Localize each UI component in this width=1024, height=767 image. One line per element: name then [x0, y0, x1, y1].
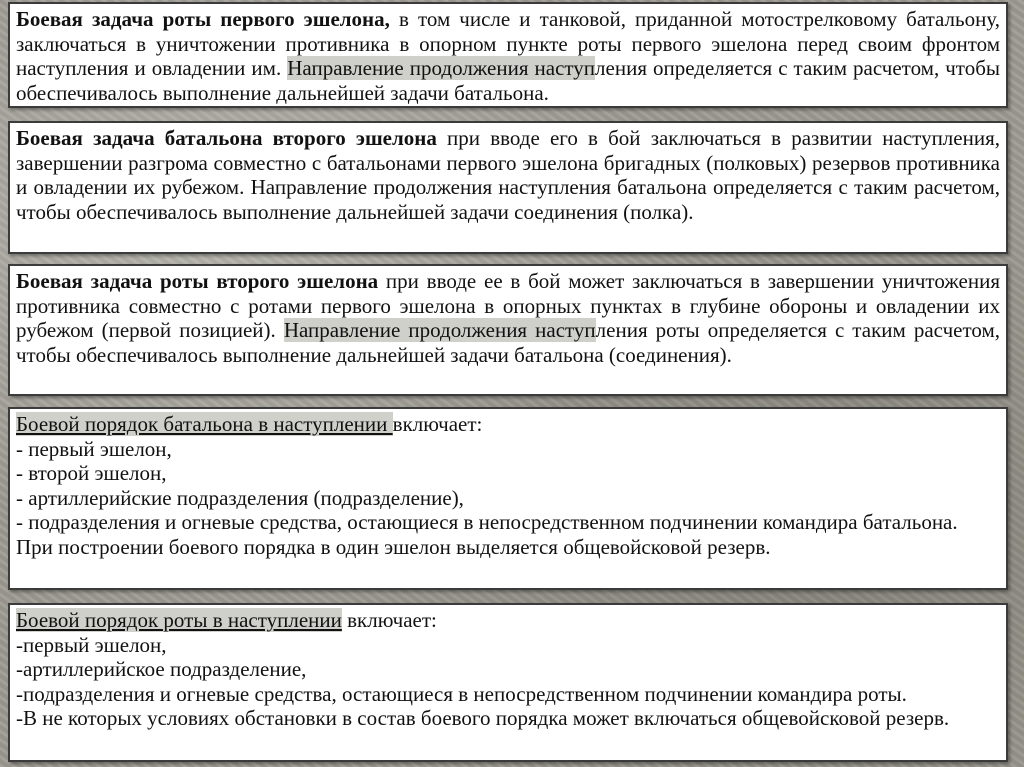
- section-battalion-battle-order: [8, 407, 1008, 590]
- list-item: -подразделения и огневые средства, остающиеся в непосредственном подчинении командира роты.: [16, 681, 907, 706]
- heading-tail: включает:: [341, 608, 437, 632]
- body-text: в том числе и танковой, приданной мотострелковому батальону, заключаться в уничтожении противника в опорном пункте роты первого эшелона перед своим фронтом наступления и овладении им.: [16, 7, 1000, 80]
- battle-order-heading: [16, 412, 1000, 437]
- body-text: ления роты определяется с таким расчетом, чтобы обеспечивалось выполнение дальнейшей задачи батальона (соединения).: [16, 318, 1000, 367]
- list-item: -артиллерийское подразделение,: [16, 657, 307, 681]
- body-text: ления определяется с таким расчетом, чтобы обеспечивалось выполнение дальнейшей задачи батальона.: [16, 56, 1000, 105]
- highlighted-text: Направление продолжения наступ: [283, 318, 596, 342]
- body-text: при вводе ее в бой может заключаться в завершении уничтожения противника совместно с ротами первого эшелона в опорных пунктах в глубине обороны и овладении их рубежом (первой позицией).: [16, 269, 1000, 342]
- paragraph-company-second-echelon: [16, 269, 1000, 367]
- list-item: - первый эшелон,: [16, 436, 172, 461]
- underlined-heading: Боевой порядок батальона в наступлении: [16, 412, 393, 436]
- section-battalion-second-echelon: [8, 121, 1008, 254]
- section-company-battle-order: [8, 603, 1008, 762]
- bold-heading: Боевая задача роты второго эшелона: [16, 269, 379, 293]
- list-item: - второй эшелон,: [16, 461, 167, 485]
- bold-heading: Боевая задача роты первого эшелона,: [16, 7, 390, 31]
- paragraph-company-first-echelon: [16, 7, 1000, 105]
- bold-heading: Боевая задача батальона второго эшелона: [16, 126, 437, 150]
- list-item: - подразделения и огневые средства, остающиеся в непосредственном подчинении командира батальона.: [16, 510, 958, 534]
- heading-tail: включает:: [392, 412, 483, 436]
- underlined-heading: Боевой порядок роты в наступлении: [16, 608, 342, 632]
- list-item: - артиллерийские подразделения (подразделение),: [16, 485, 464, 510]
- battle-order-heading: [16, 608, 1000, 633]
- note-text: При построении боевого порядка в один эшелон выделяется общевойсковой резерв.: [16, 534, 771, 559]
- paragraph-battalion-second-echelon: [16, 126, 1000, 224]
- highlighted-text: Направление продолжения наступ: [287, 56, 596, 80]
- section-company-first-echelon: [8, 2, 1008, 108]
- body-text: при вводе его в бой заключаться в развитии наступления, завершении разгрома совместно с батальонами первого эшелона бригадных (полковых) резервов противника и овладении их рубежом. Направление продолжения наступления батальона определяется с таким расчетом, чтобы обеспечивалось выполнение дальнейшей задачи соединения (полка).: [16, 126, 1000, 224]
- list-item: -В не которых условиях обстановки в состав боевого порядка может включаться общевойсковой резерв.: [16, 706, 950, 730]
- section-company-second-echelon: [8, 264, 1008, 396]
- list-item: -первый эшелон,: [16, 632, 167, 657]
